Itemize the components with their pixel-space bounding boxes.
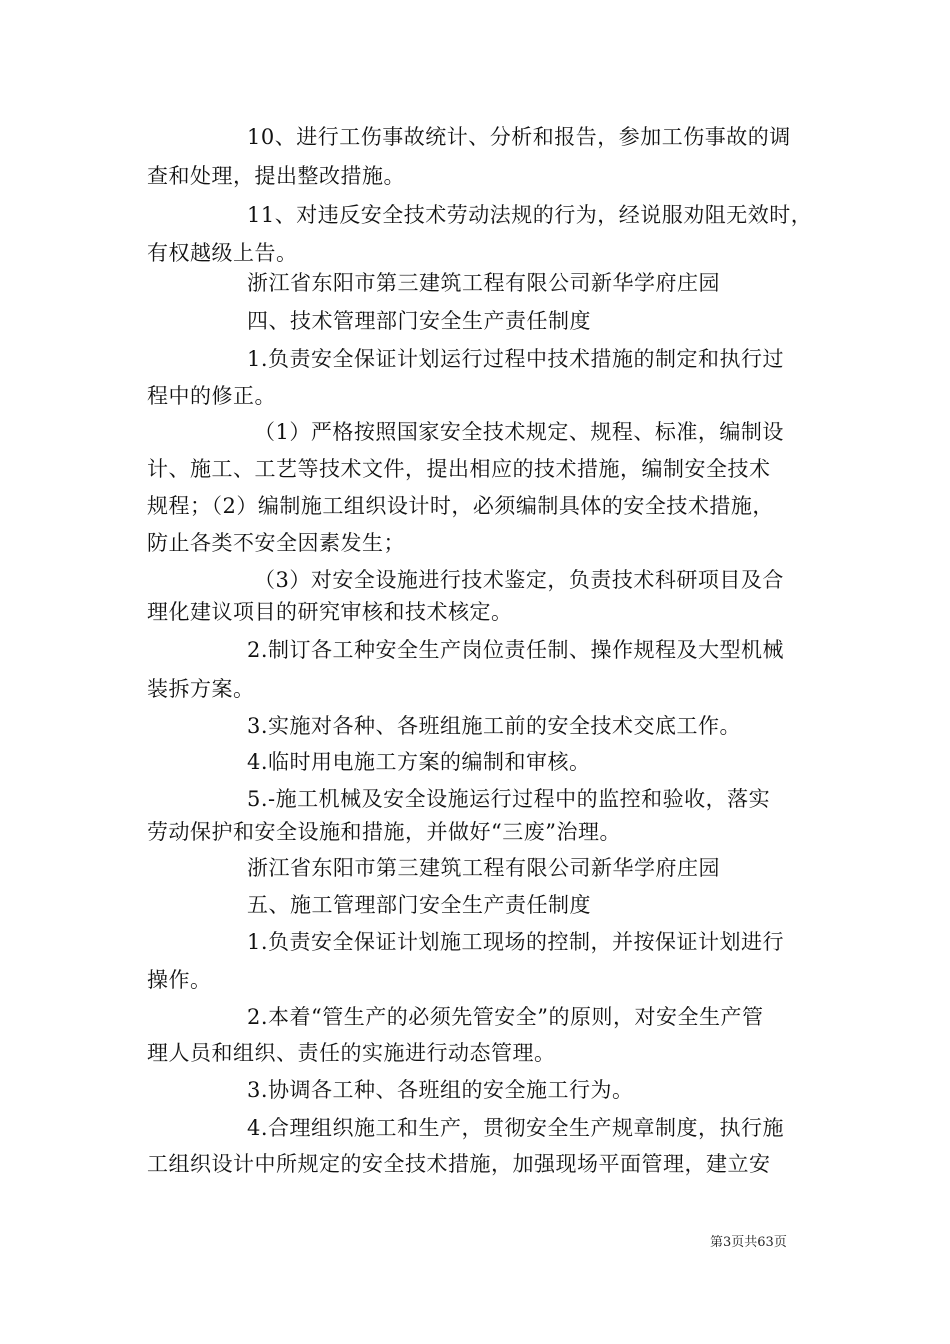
- text-line: 1.负责安全保证计划施工现场的控制，并按保证计划进行: [247, 930, 785, 954]
- text-line: 理化建议项目的研究审核和技术核定。: [147, 600, 513, 624]
- text-line: 有权越级上告。: [147, 241, 298, 265]
- text-line: 10、进行工伤事故统计、分析和报告，参加工伤事故的调: [247, 125, 791, 149]
- text-line: 2.本着“管生产的必须先管安全”的原则，对安全生产管: [247, 1005, 764, 1029]
- text-line: 防止各类不安全因素发生；: [147, 531, 405, 555]
- company-line: 浙江省东阳市第三建筑工程有限公司新华学府庄园: [247, 271, 720, 295]
- page-number: 第3页共63页: [710, 1235, 787, 1250]
- section-heading: 五、施工管理部门安全生产责任制度: [247, 893, 591, 917]
- text-line: （3）对安全设施进行技术鉴定，负责技术科研项目及合: [254, 568, 784, 592]
- text-line: 查和处理，提出整改措施。: [147, 164, 405, 188]
- text-line: 操作。: [147, 968, 212, 992]
- text-line: 1.负责安全保证计划运行过程中技术措施的制定和执行过: [247, 347, 785, 371]
- text-line: 理人员和组织、责任的实施进行动态管理。: [147, 1041, 556, 1065]
- text-line: 劳动保护和安全设施和措施，并做好“三废”治理。: [147, 820, 621, 844]
- text-line: 11、对违反安全技术劳动法规的行为，经说服劝阻无效时，: [247, 203, 813, 227]
- text-line: 2.制订各工种安全生产岗位责任制、操作规程及大型机械: [247, 638, 785, 662]
- text-line: 规程；（2）编制施工组织设计时，必须编制具体的安全技术措施，: [147, 494, 774, 518]
- section-heading: 四、技术管理部门安全生产责任制度: [247, 309, 591, 333]
- text-line: 工组织设计中所规定的安全技术措施，加强现场平面管理，建立安: [147, 1152, 771, 1176]
- text-line: 装拆方案。: [147, 677, 255, 701]
- text-line: 4.临时用电施工方案的编制和审核。: [247, 750, 591, 774]
- text-line: 4.合理组织施工和生产，贯彻安全生产规章制度，执行施: [247, 1116, 785, 1140]
- text-line: （1）严格按照国家安全技术规定、规程、标准，编制设: [254, 420, 784, 444]
- text-line: 3.实施对各种、各班组施工前的安全技术交底工作。: [247, 714, 742, 738]
- text-line: 程中的修正。: [147, 384, 276, 408]
- text-line: 计、施工、工艺等技术文件，提出相应的技术措施，编制安全技术: [147, 457, 771, 481]
- company-line: 浙江省东阳市第三建筑工程有限公司新华学府庄园: [247, 856, 720, 880]
- text-line: 5.-施工机械及安全设施运行过程中的监控和验收，落实: [247, 787, 771, 811]
- text-line: 3.协调各工种、各班组的安全施工行为。: [247, 1078, 634, 1102]
